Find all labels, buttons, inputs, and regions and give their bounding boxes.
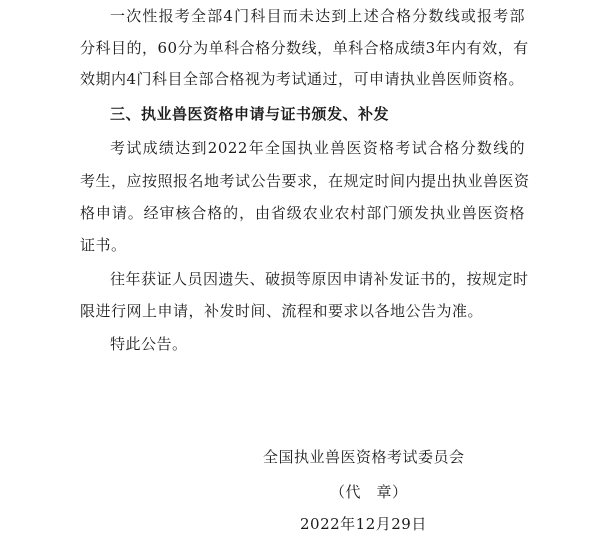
paragraph1-line-2: 分科目的，60分为单科合格分数线，单科合格成绩3年内有效，有 — [80, 39, 529, 57]
paragraph3-line-1: 往年获证人员因遗失、破损等原因申请补发证书的，按规定时 — [110, 270, 529, 288]
paragraph1-line-1: 一次性报考全部4门科目而未达到上述合格分数线或报考部 — [110, 7, 525, 25]
paragraph2-line-2: 考生，应按照报名地考试公告要求，在规定时间内提出执业兽医资 — [80, 172, 530, 190]
signature-org: 全国执业兽医资格考试委员会 — [263, 448, 465, 466]
section-heading: 三、执业兽医资格申请与证书颁发、补发 — [110, 105, 390, 123]
signature-date: 2022年12月29日 — [300, 515, 427, 533]
paragraph2-line-1: 考试成绩达到2022年全国执业兽医资格考试合格分数线的 — [110, 139, 525, 157]
paragraph3-line-2: 限进行网上申请，补发时间、流程和要求以各地公告为准。 — [80, 302, 484, 320]
paragraph2-line-4: 证书。 — [80, 236, 127, 254]
closing-text: 特此公告。 — [110, 335, 188, 353]
paragraph1-line-3: 效期内4门科目全部合格视为考试通过，可申请执业兽医师资格。 — [80, 70, 525, 88]
signature-seal: （代 章） — [330, 483, 408, 501]
paragraph2-line-3: 格申请。经审核合格的，由省级农业农村部门颁发执业兽医资格 — [80, 204, 525, 222]
